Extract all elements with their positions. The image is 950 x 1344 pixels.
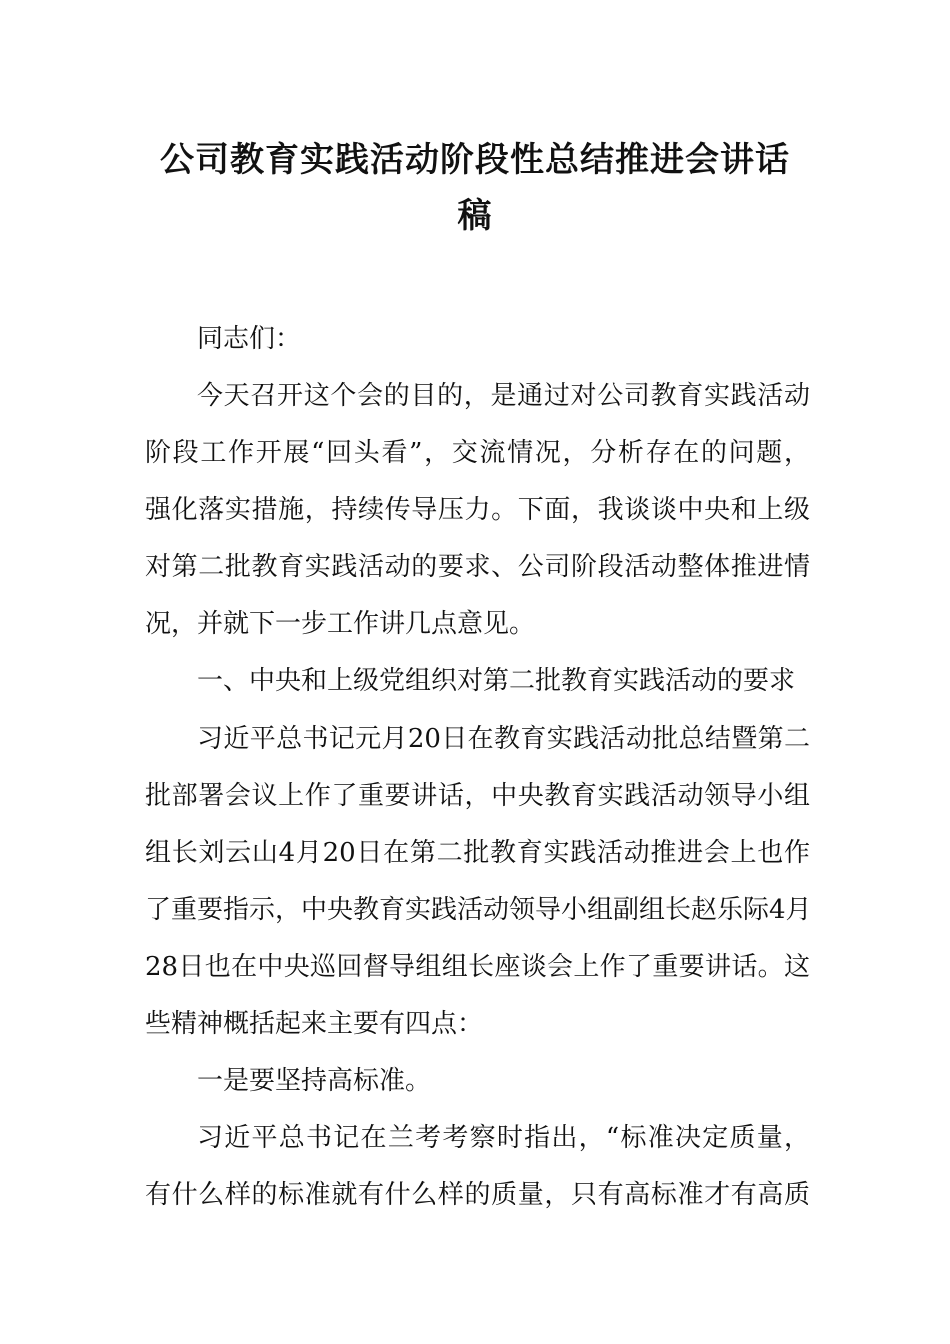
paragraph-line: 习近平总书记元月20日在教育实践活动批总结暨第二 <box>197 724 810 754</box>
paragraph-line: 组长刘云山4月20日在第二批教育实践活动推进会上也作 <box>145 838 810 868</box>
paragraph-line: 有什么样的标准就有什么样的质量，只有高标准才有高质 <box>145 1180 810 1210</box>
paragraph-line: 28日也在中央巡回督导组组长座谈会上作了重要讲话。这 <box>145 952 810 982</box>
paragraph-line: 强化落实措施，持续传导压力。下面，我谈谈中央和上级 <box>145 495 810 525</box>
document-title-line-1: 公司教育实践活动阶段性总结推进会讲话 <box>160 140 790 180</box>
paragraph-line: 了重要指示，中央教育实践活动领导小组副组长赵乐际4月 <box>145 895 812 925</box>
paragraph-line: 况，并就下一步工作讲几点意见。 <box>145 609 536 639</box>
subheading: 一是要坚持高标准。 <box>197 1066 432 1096</box>
paragraph-line: 批部署会议上作了重要讲话，中央教育实践活动领导小组 <box>145 781 810 811</box>
paragraph-line: 习近平总书记在兰考考察时指出，“标准决定质量， <box>197 1123 810 1153</box>
paragraph-line: 阶段工作开展“回头看”，交流情况，分析存在的问题， <box>145 438 810 468</box>
paragraph-line: 对第二批教育实践活动的要求、公司阶段活动整体推进情 <box>145 552 810 582</box>
document-title-line-2: 稿 <box>457 196 493 236</box>
section-heading: 一、中央和上级党组织对第二批教育实践活动的要求 <box>197 666 796 696</box>
paragraph-line: 今天召开这个会的目的，是通过对公司教育实践活动 <box>197 381 810 411</box>
salutation: 同志们： <box>197 324 302 354</box>
paragraph-line: 些精神概括起来主要有四点： <box>145 1009 484 1039</box>
